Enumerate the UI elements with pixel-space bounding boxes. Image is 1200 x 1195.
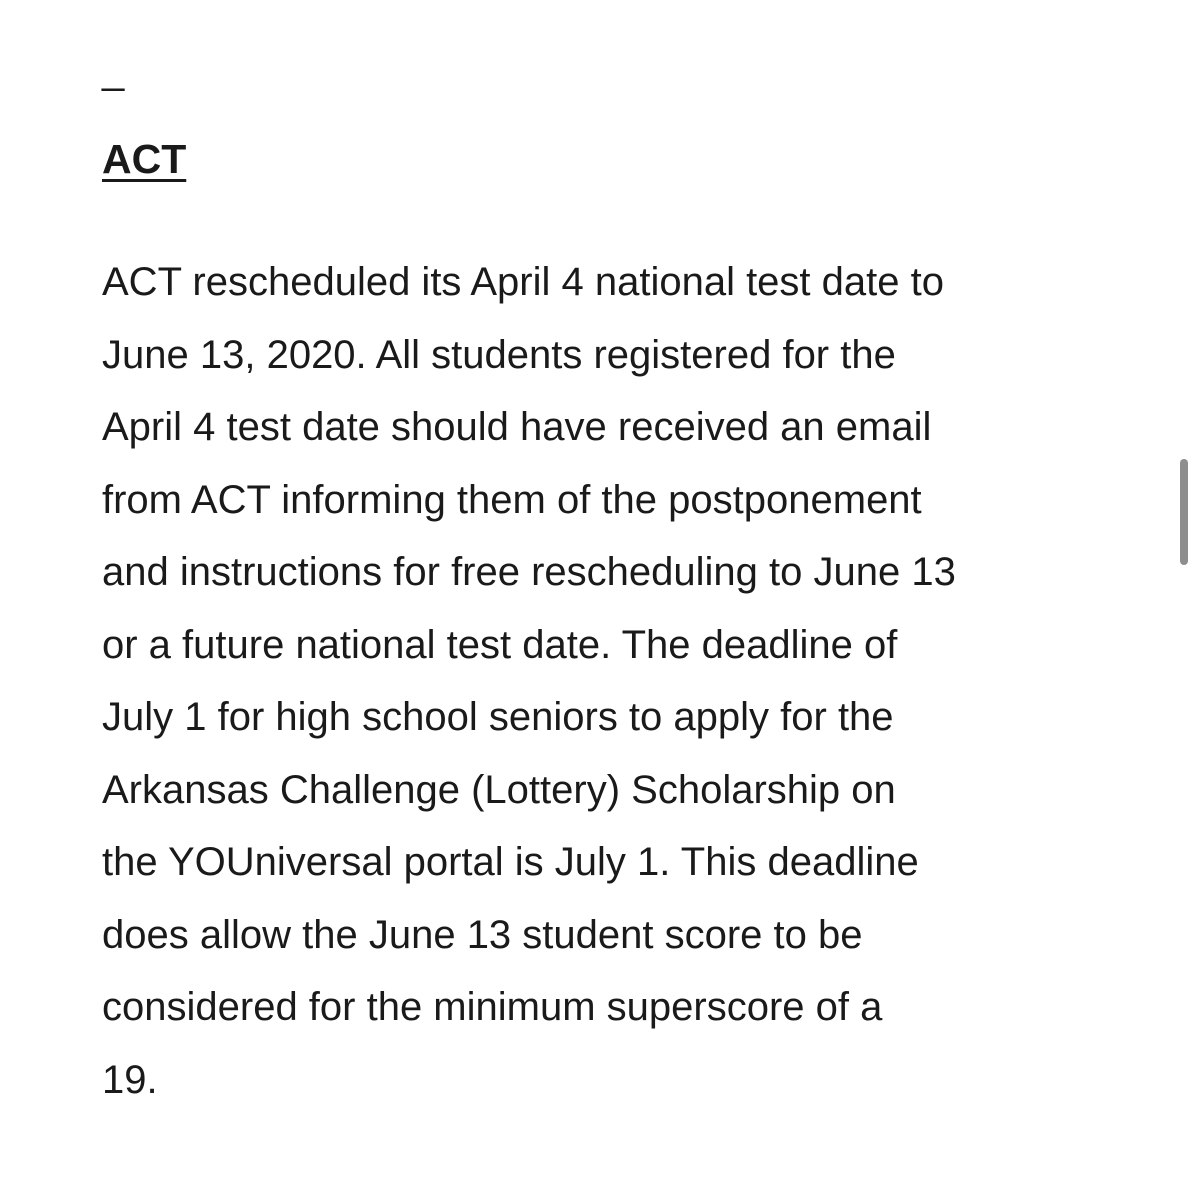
- section-heading: ACT: [102, 136, 187, 182]
- paragraph-line: April 4 test date should have received an email: [102, 405, 932, 449]
- paragraph-line: considered for the minimum superscore of a: [102, 985, 883, 1029]
- paragraph-line: or a future national test date. The deadline of: [102, 622, 898, 667]
- paragraph-line: 19.: [102, 1057, 158, 1102]
- paragraph-line: the YOUniversal portal is July 1. This deadline: [102, 840, 919, 884]
- paragraph-line: Arkansas Challenge (Lottery) Scholarship on: [102, 767, 896, 812]
- paragraph-line: July 1 for high school seniors to apply for the: [102, 695, 894, 739]
- paragraph-line: does allow the June 13 student score to be: [102, 912, 863, 957]
- paragraph-line: ACT rescheduled its April 4 national test date to: [102, 260, 944, 304]
- separator-mark: _: [102, 48, 125, 92]
- paragraph-line: from ACT informing them of the postponement: [102, 477, 922, 522]
- scrollbar-thumb[interactable]: [1180, 459, 1188, 565]
- paragraph-line: and instructions for free rescheduling to June 13: [102, 550, 956, 594]
- paragraph-line: June 13, 2020. All students registered for the: [102, 332, 896, 377]
- body-paragraph: [102, 246, 1112, 1116]
